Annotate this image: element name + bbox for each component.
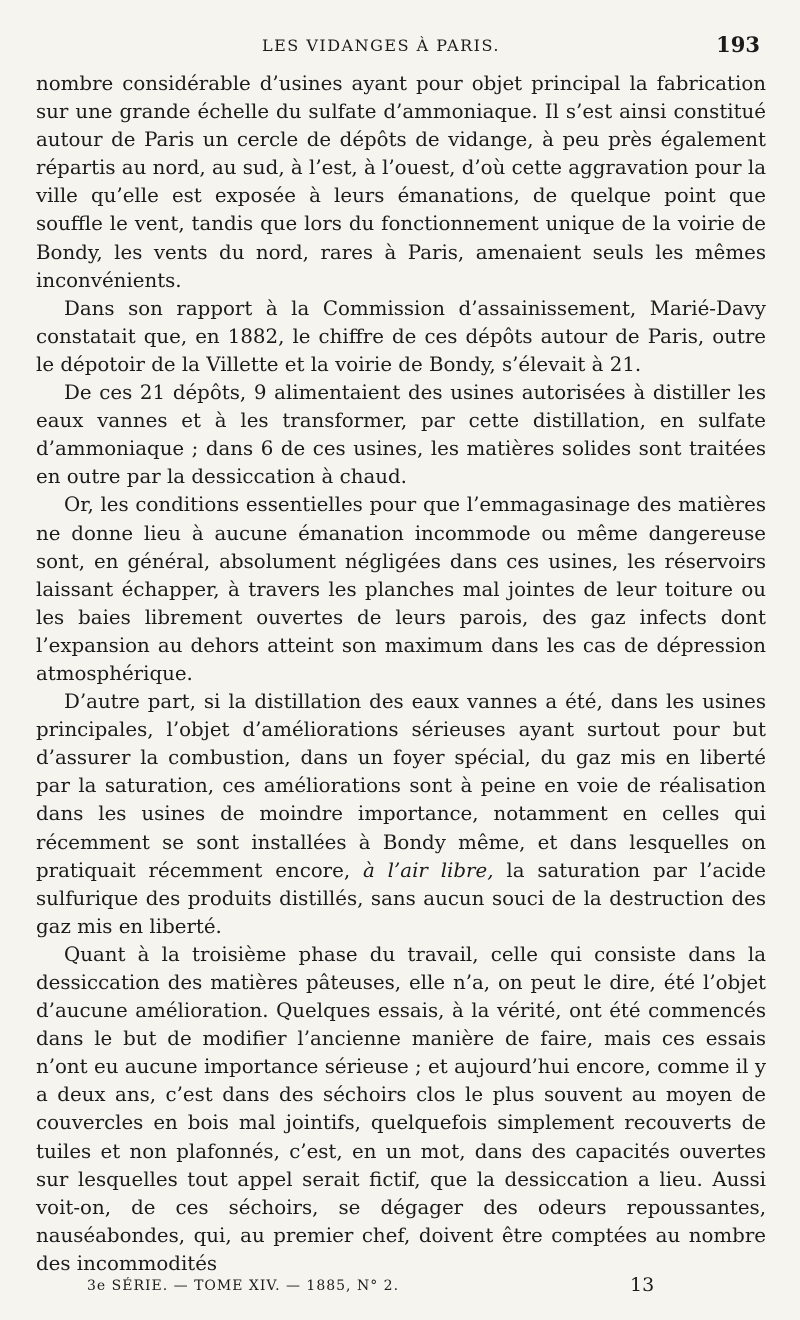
- paragraph-distillation-text-end: la saturation par l’acide sulfurique des produits distillés, sans aucun souci de la destruction des gaz mis en liberté.: [36, 858, 766, 938]
- page-number: 193: [716, 32, 760, 57]
- paragraph-21-depots: De ces 21 dépôts, 9 alimentaient des usines autorisées à distiller les eaux vannes et à les transformer, par cette distillation, en sulfate d’ammoniaque ; dans 6 de ces usines, les matières solides sont traitées en outre par la dessiccation à chaud.: [36, 381, 766, 489]
- running-title: LES VIDANGES À PARIS.: [262, 36, 500, 55]
- footer-series: 3e SÉRIE. — TOME XIV. — 1885, N° 2.: [87, 1278, 400, 1294]
- page-footer: [0, 1274, 800, 1304]
- body-text: [36, 70, 766, 1278]
- italic-phrase: à l’air libre,: [363, 858, 494, 882]
- paragraph-marie-davy-report: Dans son rapport à la Commission d’assainissement, Marié-Davy constatait que, en 1882, le chiffre de ces dépôts autour de Paris, outre le dépotoir de la Villette et la voirie de Bondy, s’élevait à 21.: [36, 296, 766, 376]
- paragraph-continuation: nombre considérable d’usines ayant pour objet principal la fabrication sur une grande échelle du sulfate d’ammoniaque. Il s’est ainsi constitué autour de Paris un cercle de dépôts de vidange, à peu près également répartis au nord, au sud, à l’est, à l’ouest, d’où cette aggravation pour la ville qu’elle est exposée à leurs émanations, de quelque point que souffle le vent, tandis que lors du fonctionnement unique de la voirie de Bondy, les vents du nord, rares à Paris, amenaient seuls les mêmes inconvénients.: [36, 72, 767, 292]
- paragraph-distillation: [36, 688, 766, 941]
- paragraph-dessication: Quant à la troisième phase du travail, celle qui consiste dans la dessiccation des matières pâteuses, elle n’a, on peut le dire, été l’objet d’aucune amélioration. Quelques essais, à la vérité, ont été commencés dans le but de modifier l’ancienne manière de faire, mais ces essais n’ont eu aucune importance sérieuse ; et aujourd’hui encore, comme il y a deux ans, c’est dans des séchoirs clos le plus souvent au moyen de couvercles en bois mal jointifs, quelquefois simplement recouverts de tuiles et non plafonnés, c’est, en un mot, dans des capacités ouvertes sur lesquelles tout appel serait fictif, que la dessiccation a lieu. Aussi voit-on, de ces séchoirs, se dégager des odeurs repoussantes, nauséabondes, qui, au premier chef, doivent être comptées au nombre des incommodités: [36, 942, 766, 1275]
- paragraph-distillation-text: D’autre part, si la distillation des eaux vannes a été, dans les usines principales, l’objet d’améliorations sérieuses ayant surtout pour but d’assurer la combustion, dans un foyer spécial, du gaz mis en liberté par la saturation, ces améliorations sont à peine en voie de réalisation dans les usines de moindre importance, notamment en celles qui récemment se sont installées à Bondy même, et dans lesquelles on pratiquait récemment encore,: [36, 690, 766, 882]
- footer-signature: 13: [630, 1274, 655, 1296]
- running-head: [36, 34, 766, 68]
- paragraph-storage-conditions: Or, les conditions essentielles pour que l’emmagasinage des matières ne donne lieu à aucune émanation incommode ou même dangereuse sont, en général, absolument négligées dans ces usines, les réservoirs laissant échapper, à travers les planches mal jointes de leur toiture ou les baies librement ouvertes de leurs parois, des gaz infects dont l’expansion au dehors atteint son maximum dans les cas de dépression atmosphérique.: [36, 493, 766, 685]
